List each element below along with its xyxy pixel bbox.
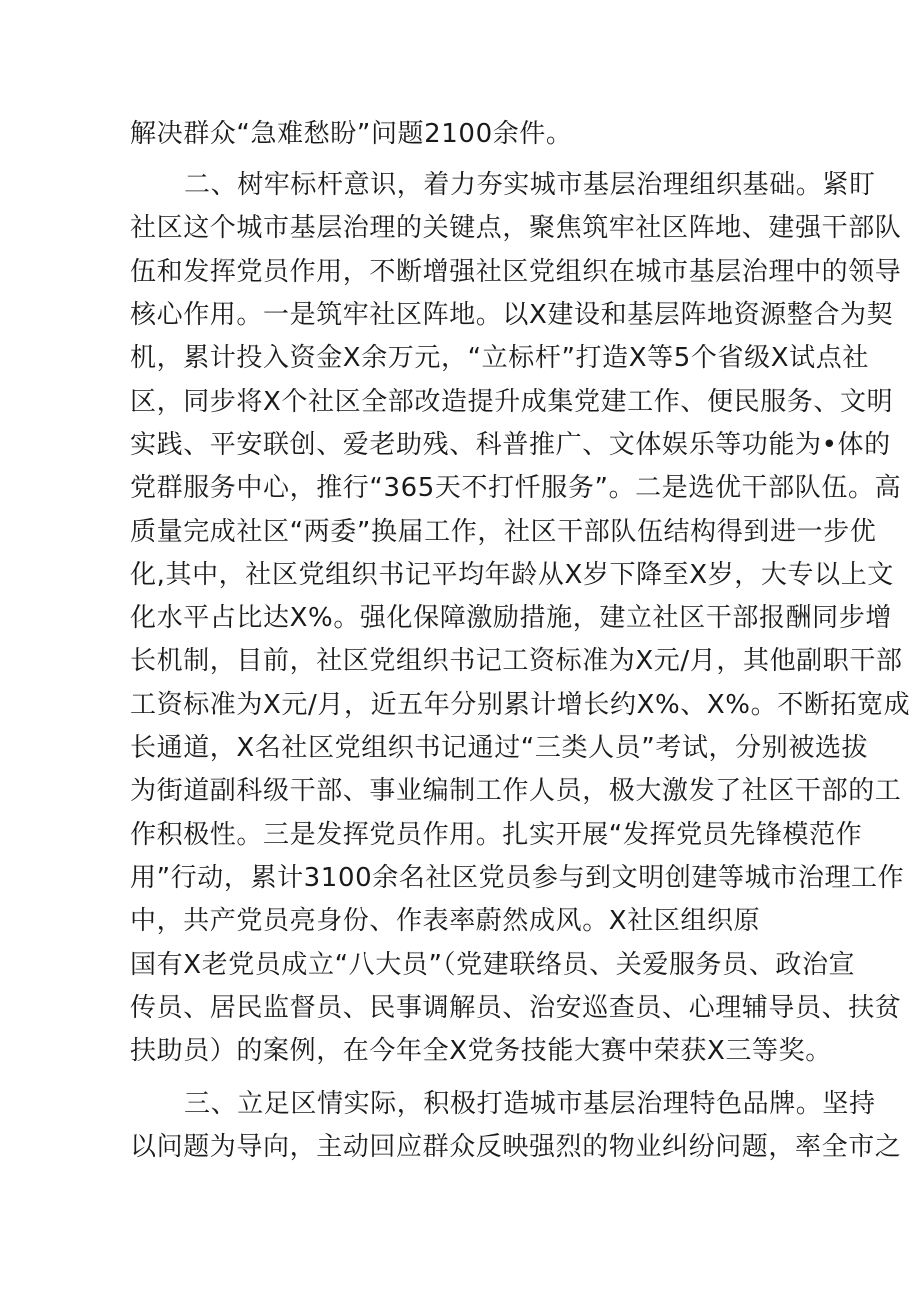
text-line: 国有X老党员成立“八大员”（党建联络员、关爱服务员、政治宣 bbox=[130, 950, 856, 980]
text-line: 核心作用。一是筑牢社区阵地。以X建设和基层阵地资源整合为契 bbox=[130, 300, 894, 330]
text-line: 党群服务中心，推行“365天不打忏服务”。二是选优干部队伍。高 bbox=[130, 473, 902, 503]
text-line: 长机制，目前，社区党组织书记工资标准为X元/月，其他副职干部 bbox=[130, 646, 903, 676]
text-line: 传员、居民监督员、民事调解员、治安巡查员、心理辅导员、扶贫 bbox=[130, 993, 902, 1023]
text-line: 扶助员）的案例，在今年全X党务技能大赛中荣获X三等奖。 bbox=[130, 1036, 832, 1066]
text-line: 以问题为导向，主动回应群众反映强烈的物业纠纷问题，率全市之 bbox=[130, 1132, 902, 1162]
text-line: 作积极性。三是发挥党员作用。扎实开展“发挥党员先锋模范作 bbox=[130, 820, 863, 850]
text-line: 三、立足区情实际，积极打造城市基层治理特色品牌。坚持 bbox=[184, 1089, 876, 1119]
text-line: 社区这个城市基层治理的关键点，聚焦筑牢社区阵地、建强干部队 bbox=[130, 213, 902, 243]
text-line: 为街道副科级干部、事业编制工作人员，极大激发了社区干部的工 bbox=[130, 776, 902, 806]
text-line: 化水平占比达X%。强化保障激励措施，建立社区干部报酬同步增 bbox=[130, 603, 892, 633]
text-line: 解决群众“急难愁盼”问题2100余件。 bbox=[130, 119, 573, 149]
text-line: 质量完成社区“两委”换届工作，社区干部队伍结构得到进一步优 bbox=[130, 517, 877, 547]
text-line: 实践、平安联创、爱老助残、科普推广、文体娱乐等功能为•体的 bbox=[130, 430, 891, 460]
text-line: 中，共产党员亮身份、作表率蔚然成风。X社区组织原 bbox=[130, 906, 761, 936]
text-line: 区，同步将X个社区全部改造提升成集党建工作、便民服务、文明 bbox=[130, 387, 894, 417]
text-line: 机，累计投入资金X余万元，“立标杆”打造X等5个省级X试点社 bbox=[130, 343, 869, 373]
text-line: 长通道，X名社区党组织书记通过“三类人员”考试，分别被选拔 bbox=[130, 733, 869, 763]
text-line: 二、树牢标杆意识，着力夯实城市基层治理组织基础。紧盯 bbox=[184, 170, 876, 200]
text-line: 伍和发挥党员作用，不断增强社区党组织在城市基层治理中的领导 bbox=[130, 257, 902, 287]
text-line: 化,其中，社区党组织书记平均年龄从X岁下降至X岁，大专以上文 bbox=[130, 560, 894, 590]
text-line: 用”行动，累计3100余名社区党员参与到文明创建等城市治理工作 bbox=[130, 863, 905, 893]
text-line: 工资标准为X元/月，近五年分别累计增长约X%、X%。不断拓宽成 bbox=[130, 690, 911, 720]
